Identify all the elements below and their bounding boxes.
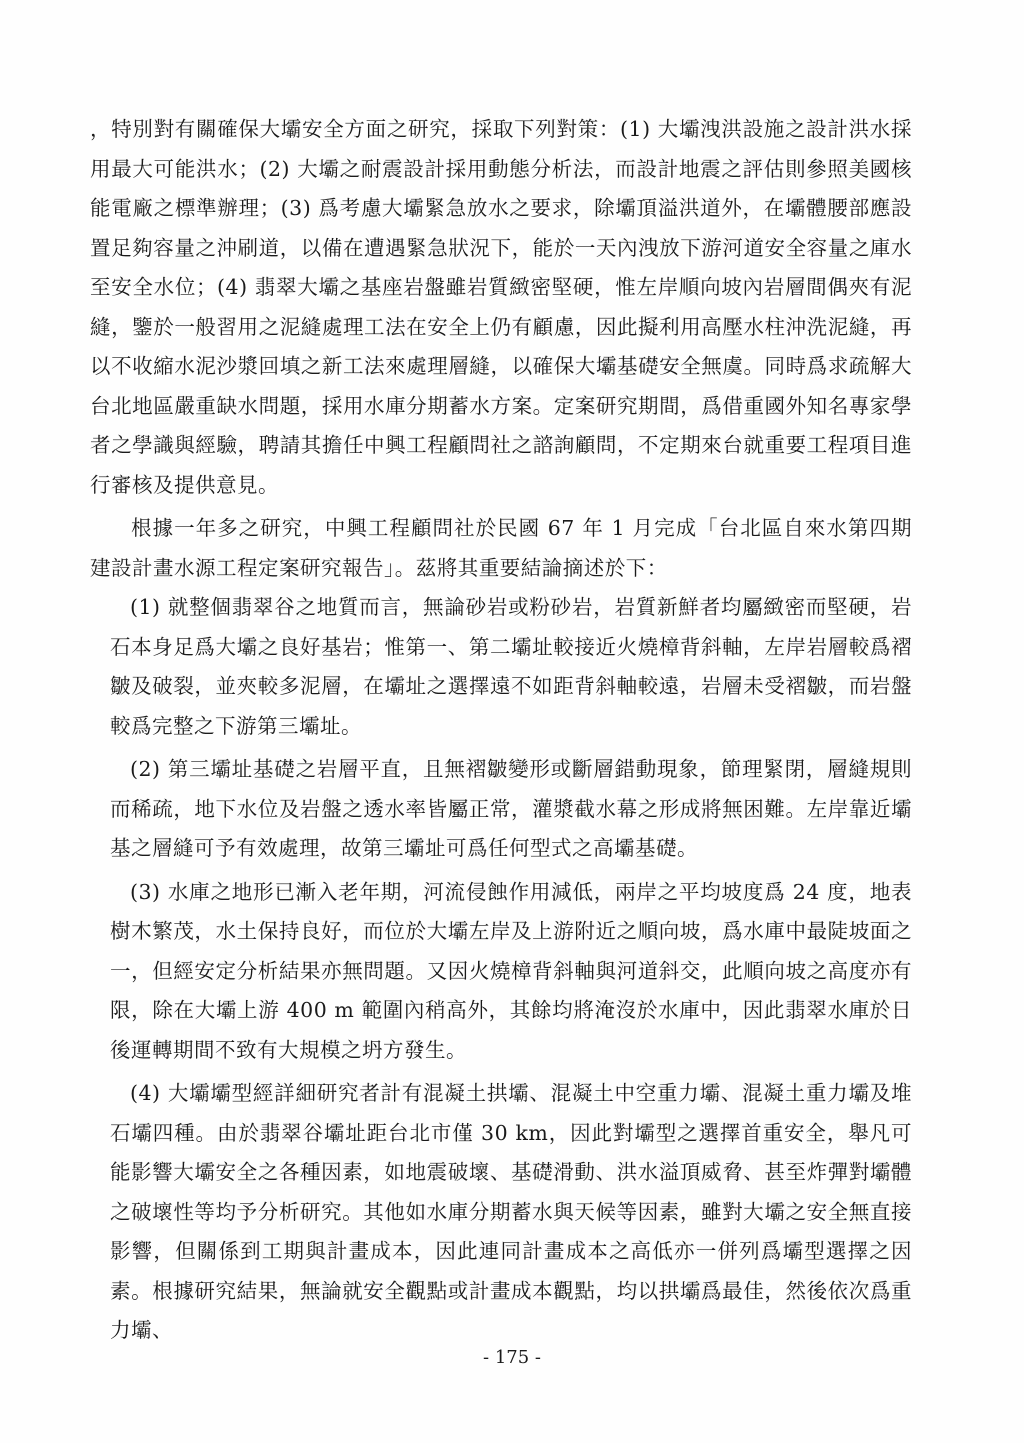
- body-text: [90, 110, 912, 1351]
- list-item-dam-site-foundation: (2) 第三壩址基礎之岩層平直，且無褶皺變形或斷層錯動現象，節理緊閉，層縫規則而稀疏，地下水位及岩盤之透水率皆屬正常，灌漿截水幕之形成將無困難。左岸靠近壩基之層縫可予有效處理，故第三壩址可爲任何型式之高壩基礎。: [110, 757, 912, 860]
- list-item-geology: (1) 就整個翡翠谷之地質而言，無論砂岩或粉砂岩，岩質新鮮者均屬緻密而堅硬，岩石本身足爲大壩之良好基岩；惟第一、第二壩址較接近火燒樟背斜軸，左岸岩層較爲褶皺及破裂，並夾較多泥層，在壩址之選擇遠不如距背斜軸較遠，岩層未受褶皺，而岩盤較爲完整之下游第三壩址。: [110, 595, 912, 738]
- list-item-dam-type: (4) 大壩壩型經詳細研究者計有混凝土拱壩、混凝土中空重力壩、混凝土重力壩及堆石壩四種。由於翡翠谷壩址距台北市僅 30 km，因此對壩型之選擇首重安全，舉凡可能影響大壩安全之各種因素，如地震破壞、基礎滑動、洪水溢頂威脅、甚至炸彈對壩體之破壞性等均予分析研究。其他如水庫分期蓄水與天候等因素，雖對大壩之安全無直接影響，但關係到工期與計畫成本，因此連同計畫成本之高低亦一併列爲壩型選擇之因素。根據研究結果，無論就安全觀點或計畫成本觀點，均以拱壩爲最佳，然後依次爲重力壩、: [110, 1081, 912, 1342]
- list-item-reservoir-topography: (3) 水庫之地形已漸入老年期，河流侵蝕作用減低，兩岸之平均坡度爲 24 度，地表樹木繁茂，水土保持良好，而位於大壩左岸及上游附近之順向坡，爲水庫中最陡坡面之一，但經安定分析結果亦無問題。又因火燒樟背斜軸與河道斜交，此順向坡之高度亦有限，除在大壩上游 400 m 範圍內稍高外，其餘均將淹沒於水庫中，因此翡翠水庫於日後運轉期間不致有大規模之坍方發生。: [110, 879, 912, 1062]
- paragraph-report-summary: 根據一年多之研究，中興工程顧問社於民國 67 年 1 月完成「台北區自來水第四期建設計畫水源工程定案研究報告」。茲將其重要結論摘述於下：: [90, 516, 912, 580]
- paragraph-countermeasures: ，特別對有關確保大壩安全方面之研究，採取下列對策：(1) 大壩洩洪設施之設計洪水採用最大可能洪水；(2) 大壩之耐震設計採用動態分析法，而設計地震之評估則參照美國核能電廠之標準辦理；(3) 爲考慮大壩緊急放水之要求，除壩頂溢洪道外，在壩體腰部應設置足夠容量之沖刷道，以備在遭遇緊急狀況下，能於一天內洩放下游河道安全容量之庫水至安全水位；(4) 翡翠大壩之基座岩盤雖岩質緻密堅硬，惟左岸順向坡內岩層間偶夾有泥縫，鑒於一般習用之泥縫處理工法在安全上仍有顧慮，因此擬利用高壓水柱沖洗泥縫，再以不收縮水泥沙漿回填之新工法來處理層縫，以確保大壩基礎安全無虞。同時爲求疏解大台北地區嚴重缺水問題，採用水庫分期蓄水方案。定案研究期間，爲借重國外知名專家學者之學識與經驗，聘請其擔任中興工程顧問社之諮詢顧問，不定期來台就重要工程項目進行審核及提供意見。: [90, 117, 912, 497]
- page-number: - 175 -: [483, 1347, 541, 1368]
